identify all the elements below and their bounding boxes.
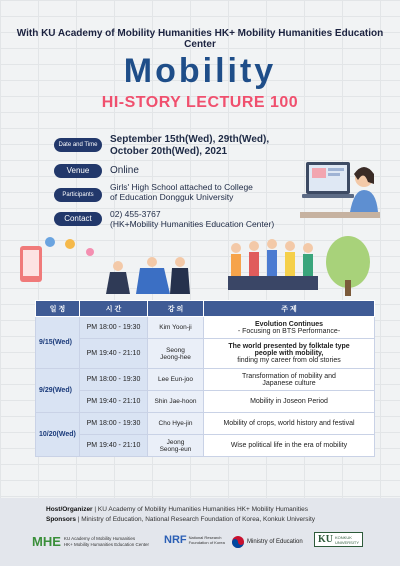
lecturer-cell: Cho Hye-jin — [148, 413, 204, 435]
event-info — [54, 134, 314, 234]
topic-cell: Mobility of crops, world history and festival — [204, 413, 375, 435]
time-cell: PM 19:40 - 21:10 — [80, 339, 148, 369]
table-row — [36, 435, 375, 457]
host-label: Host/Organizer — [46, 506, 93, 513]
people-illustration — [0, 232, 400, 302]
topic-cell — [204, 339, 375, 369]
time-cell: PM 19:40 - 21:10 — [80, 435, 148, 457]
sponsor-value: Ministry of Education, National Research Foundation of Korea, Konkuk University — [81, 516, 316, 523]
nrf-logo-mark: NRF — [164, 534, 187, 546]
date-label: Date and Time — [54, 138, 102, 152]
page-subtitle: HI-STORY LECTURE 100 — [101, 94, 299, 111]
participants-value-1: Girls' High School attached to College — [110, 182, 253, 192]
topic-line: finding my career from old stories — [237, 357, 341, 364]
lecturer-cell — [148, 435, 204, 457]
topic-cell: Wise political life in the era of mobility — [204, 435, 375, 457]
lecturer-cell: Lee Eun-joo — [148, 369, 204, 391]
page-title: Mobility — [123, 52, 277, 90]
topic-line: The world presented by folktale type — [228, 343, 350, 350]
host-value: KU Academy of Mobility Humanities Humanities HK+ Mobility Humanities — [97, 506, 308, 513]
date-value-2: October 20th(Wed), 2021 — [110, 146, 228, 157]
lecturer-line: Jeong-hee — [160, 353, 191, 361]
footer — [0, 498, 400, 566]
time-cell: PM 19:40 - 21:10 — [80, 391, 148, 413]
schedule-table — [35, 300, 375, 457]
venue-label: Venue — [54, 164, 102, 178]
topic-line: people with mobility, — [254, 350, 324, 357]
time-cell: PM 18:00 - 19:30 — [80, 413, 148, 435]
mhe-logo-text: KU Academy of Mobility Humanities — [63, 535, 136, 541]
table-row — [36, 413, 375, 435]
nrf-logo-text: National Research — [188, 535, 222, 540]
nrf-logo-text: Foundation of Korea — [188, 540, 225, 545]
topic-cell — [204, 317, 375, 339]
venue-value: Online — [110, 165, 139, 176]
sponsor-label: Sponsors — [46, 516, 76, 523]
table-row — [36, 339, 375, 369]
ku-logo-mark: KU — [318, 534, 333, 545]
organizer-line: With KU Academy of Mobility Humanities HK+ Mobility Humanities Education Center — [16, 28, 384, 50]
contact-value-1: 02) 455-3767 — [110, 209, 161, 219]
date-cell: 9/15(Wed) — [36, 317, 80, 369]
contact-label: Contact — [54, 212, 102, 226]
table-row — [36, 369, 375, 391]
mhe-logo-text: HK+ Mobility Humanities Education Center — [63, 541, 150, 547]
contact-value-2: (HK+Mobility Humanities Education Center) — [110, 219, 275, 229]
date-cell: 10/20(Wed) — [36, 413, 80, 457]
ku-logo — [314, 532, 363, 547]
header-topic: 주 제 — [204, 301, 375, 317]
table-row — [36, 391, 375, 413]
header-lecturer: 강 의 — [148, 301, 204, 317]
separator: | — [77, 516, 82, 523]
ku-logo-text: UNIVERSITY — [335, 539, 360, 545]
lecturer-cell: Kim Yoon-ji — [148, 317, 204, 339]
time-cell: PM 18:00 - 19:30 — [80, 317, 148, 339]
topic-line: - Focusing on BTS Performance- — [237, 327, 341, 335]
lecturer-line: Seong-eun — [159, 445, 192, 453]
topic-line: Japanese culture — [262, 379, 316, 387]
mhe-logo-mark: MHE — [32, 534, 61, 549]
topic-cell: Mobility in Joseon Period — [204, 391, 375, 413]
header-time: 시 간 — [80, 301, 148, 317]
nrf-logo — [164, 534, 225, 546]
topic-line: Transformation of mobility and — [242, 372, 336, 380]
lecturer-line: Jeong — [166, 438, 185, 446]
lecturer-cell — [148, 339, 204, 369]
mhe-logo — [32, 534, 149, 549]
table-row — [36, 317, 375, 339]
ku-logo-text: KONKUK — [335, 534, 352, 540]
participants-label: Participants — [54, 188, 102, 202]
time-cell: PM 18:00 - 19:30 — [80, 369, 148, 391]
host-line — [46, 506, 308, 513]
participants-value-2: of Education Dongguk University — [110, 192, 234, 202]
topic-line: Evolution Continues — [254, 320, 324, 328]
sponsor-line — [46, 516, 315, 523]
date-cell: 9/29(Wed) — [36, 369, 80, 413]
taegeuk-icon — [232, 536, 244, 548]
header-date: 일 정 — [36, 301, 80, 317]
online-lecture-illustration — [300, 154, 380, 224]
moe-logo-text: Ministry of Education — [247, 539, 303, 545]
lecturer-cell: Shin Jae-hoon — [148, 391, 204, 413]
lecturer-line: Seong — [166, 346, 185, 354]
topic-cell — [204, 369, 375, 391]
separator: | — [94, 506, 98, 513]
date-value-1: September 15th(Wed), 29th(Wed), — [110, 134, 270, 145]
moe-logo — [232, 536, 303, 548]
